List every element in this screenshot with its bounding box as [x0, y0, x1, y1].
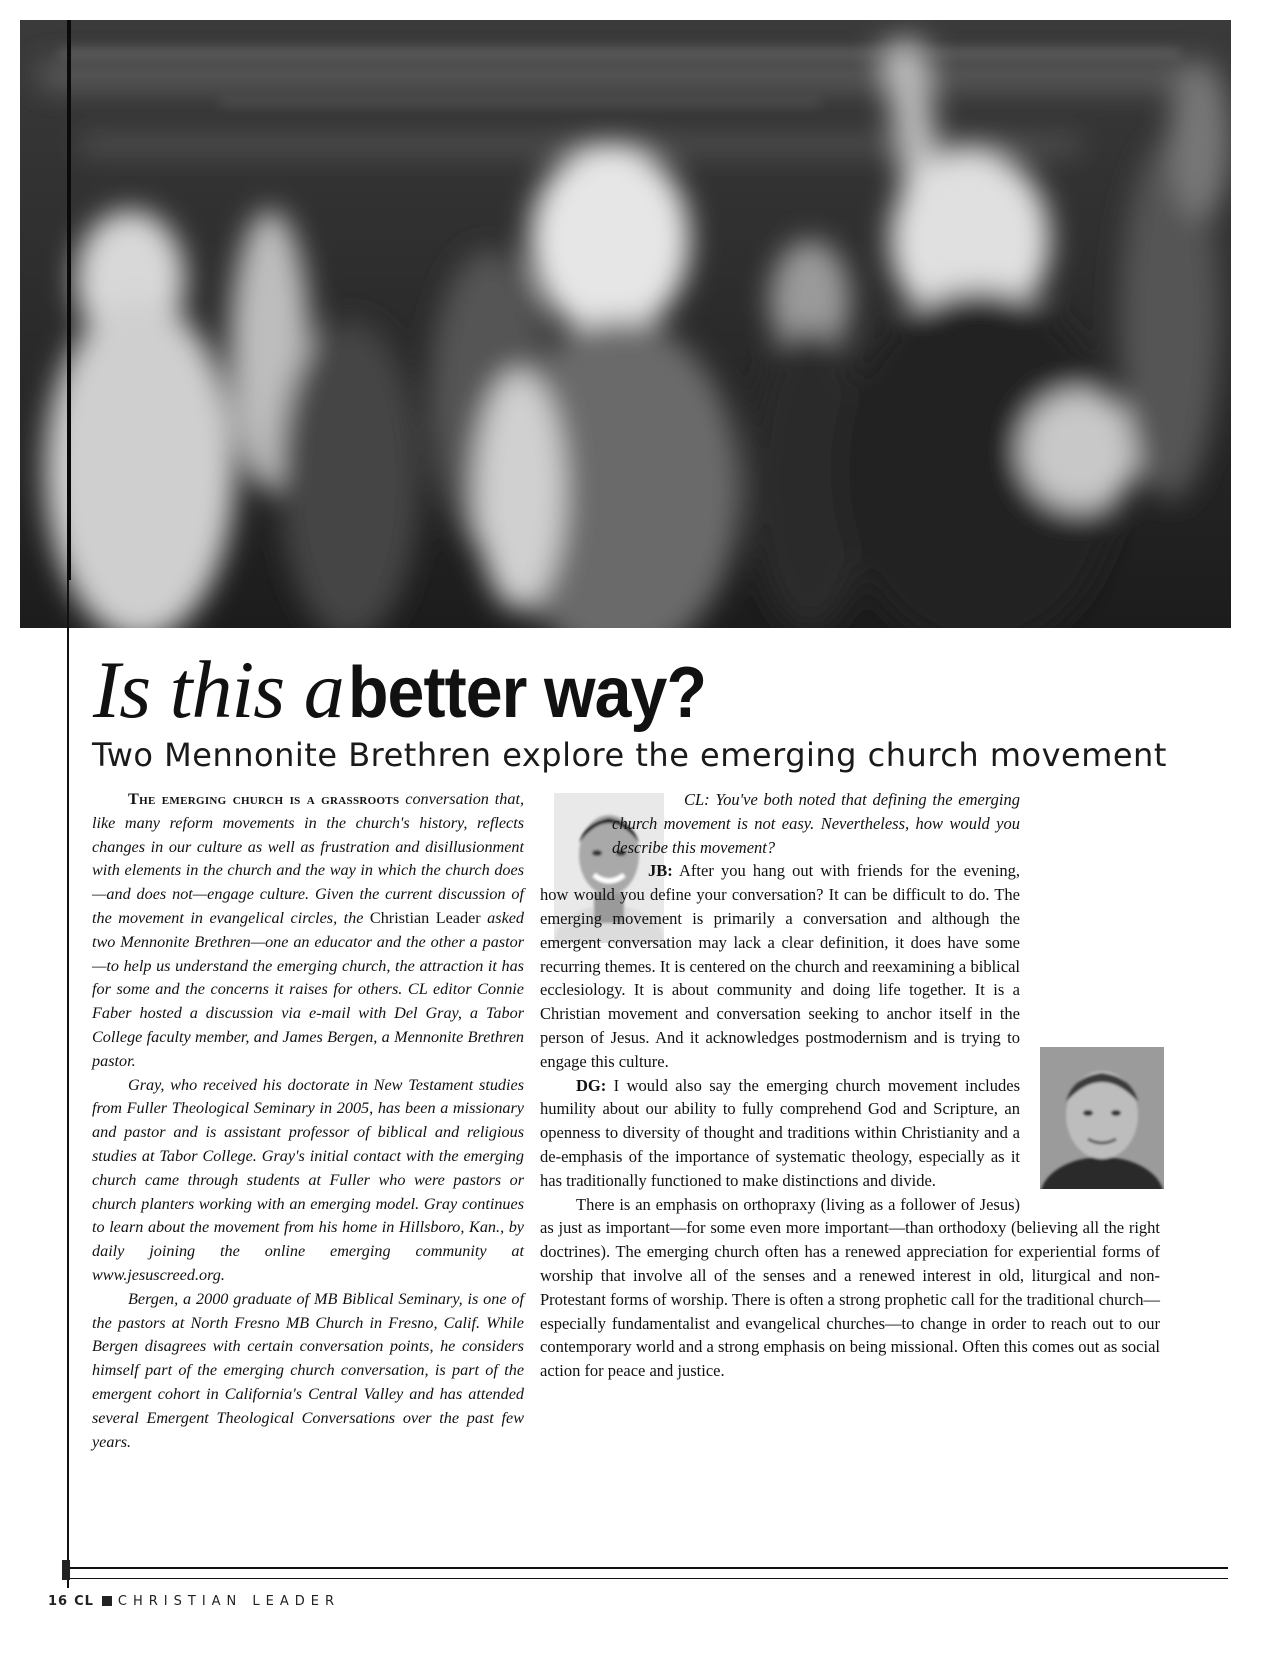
- portrait-2-wrap-spacer: [1020, 1046, 1160, 1196]
- question-1: [540, 788, 1160, 859]
- footer-cl: CL: [74, 1594, 94, 1609]
- footer-rule-thin: [70, 1578, 1228, 1579]
- headline: [93, 643, 737, 743]
- intro-lead: The emerging church is a grassroots: [128, 790, 400, 808]
- footer-rule: [70, 1567, 1228, 1569]
- footer-publication: CHRISTIAN LEADER: [117, 1594, 341, 1609]
- publication-name: Christian Leader: [369, 908, 481, 927]
- answer-jb: [540, 859, 1160, 1073]
- speaker-dg: DG:: [576, 1075, 607, 1095]
- intro-paragraph-1: [92, 788, 524, 1074]
- intro-paragraph-2: Gray, who received his doctorate in New Testament studies from Fuller Theological Seminary in 2005, has been a missionary and pastor and is assistant professor of biblical and religious studies at Tabor College. Gray's initial contact with the emerging church came through students at Fuller who were pastors or church planters working with an emerging model. Gray continues to learn about the movement from his home in Hillsboro, Kan., by daily joining the online emerging community at www.jesuscreed.org.: [92, 1075, 524, 1284]
- answer-dg-continued: There is an emphasis on orthopraxy (living as a follower of Jesus) as just as important—for some even more important—than orthodoxy (believing all the right doctrines). The emerging church often has a renewed appreciation for experiential forms of worship that involve all of the senses and a renewed interest in old, liturgical and non-Protestant forms of worship. There is often a strong prophetic call for the traditional church—especially fundamentalist and evangelical churches—to change in order to reach out to our contemporary world and a strong emphasis on being missional. Often this comes out as social action for peace and justice.: [540, 1194, 1160, 1381]
- page-footer: [48, 1594, 340, 1609]
- interview-column: [540, 788, 1160, 1383]
- intro-p1-text: conversation that, like many reform movements in the church's history, reflects changes in our culture as well as frustration and disillusionment with elements in the church and the way in which the church does—and does not—engage culture. Given the current discussion of the movement in evangelical circles, the: [92, 790, 524, 927]
- subheadline: Two Mennonite Brethren explore the emerging church movement: [92, 736, 1167, 774]
- hero-photo: [20, 20, 1231, 628]
- answer-dg-text: I would also say the emerging church movement includes humility about our ability to fully comprehend God and Scripture, an openness to diversity of thought and traditions within Christianity and a de-emphasis of the importance of systematic theology, especially as it has traditionally functioned to make distinctions and divide.: [540, 1075, 1021, 1190]
- headline-italic: Is this a: [93, 644, 344, 735]
- intro-paragraph-3: Bergen, a 2000 graduate of MB Biblical Seminary, is one of the pastors at North Fresno MB Church in Fresno, Calif. While Bergen disagrees with certain conversation points, he considers himself part of the emerging church conversation, is part of the emergent cohort in California's Central Valley and has attended several Emergent Theological Conversations over the past few years.: [92, 1289, 524, 1451]
- left-vertical-rule-heavy: [67, 20, 71, 580]
- headline-bold: better way?: [347, 653, 706, 733]
- question-1-text: You've both noted that defining the emerging church movement is not easy. Nevertheless, how would you describe this movement?: [612, 790, 1020, 857]
- footer-square-icon: [102, 1596, 112, 1606]
- question-1-label: CL:: [684, 790, 710, 809]
- page-number: 16: [48, 1594, 69, 1609]
- intro-column: [92, 788, 524, 1454]
- footer-corner-mark: [62, 1560, 70, 1580]
- speaker-jb: JB:: [648, 861, 673, 881]
- intro-p1-end: asked two Mennonite Brethren—one an educator and the other a pastor—to help us understand the emerging church, the attraction it has for some and the concerns it raises for others. CL editor Connie Faber hosted a discussion via e-mail with Del Gray, a Tabor College faculty member, and James Bergen, a Mennonite Brethren pastor.: [92, 908, 525, 1070]
- answer-jb-text: After you hang out with friends for the evening, how would you define your conversation? It can be difficult to do. The emerging movement is primarily a conversation and although the emergent conversation may lack a clear definition, it does have some recurring themes. It is centered on the church and reexamining a biblical ecclesiology. It is about community and doing life together. It is a Christian movement and conversation seeking to anchor itself in the person of Jesus. And it acknowledges postmodernism and is trying to engage this culture.: [540, 861, 1020, 1071]
